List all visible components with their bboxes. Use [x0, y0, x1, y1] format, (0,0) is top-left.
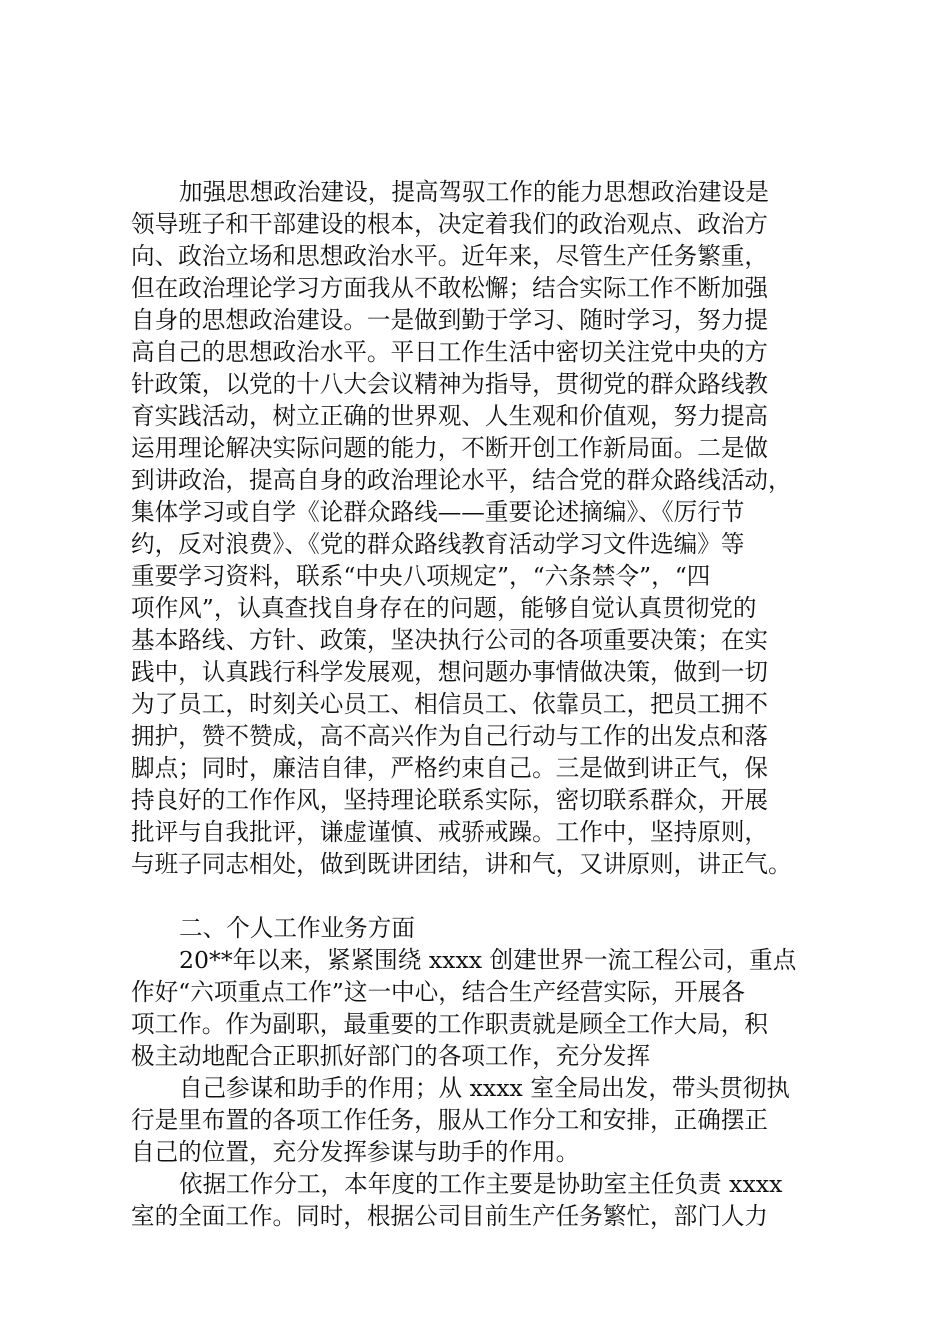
text-line: 项作风”，认真查找自身存在的问题，能够自觉认真贯彻党的 [131, 594, 757, 622]
text-line: 领导班子和干部建设的根本，决定着我们的政治观点、政治方 [131, 210, 769, 238]
text-line: 作好“六项重点工作”这一中心，结合生产经营实际，开展各 [131, 978, 745, 1006]
text-line: 脚点；同时，廉洁自律，严格约束自己。三是做到讲正气，保 [131, 754, 769, 782]
text-line: 但在政治理论学习方面我从不敢松懈；结合实际工作不断加强 [131, 274, 769, 302]
text-line: 自己参谋和助手的作用；从 xxxx 室全局出发，带头贯彻执 [179, 1074, 790, 1102]
text-line: 与班子同志相处，做到既讲团结，讲和气，又讲原则，讲正气。 [131, 850, 792, 878]
text-line: 到讲政治，提高自身的政治理论水平，结合党的群众路线活动， [131, 466, 792, 494]
text-line: 行是里布置的各项工作任务，服从工作分工和安排，正确摆正 [131, 1106, 769, 1134]
text-line: 重要学习资料，联系“中央八项规定”，“六条禁令”，“四 [131, 562, 711, 590]
text-line: 运用理论解决实际问题的能力，不断开创工作新局面。二是做 [131, 434, 769, 462]
text-line: 20**年以来，紧紧围绕 xxxx 创建世界一流工程公司，重点 [179, 946, 797, 974]
text-line: 极主动地配合正职抓好部门的各项工作，充分发挥 [131, 1042, 651, 1070]
text-line: 加强思想政治建设，提高驾驭工作的能力思想政治建设是 [179, 178, 769, 206]
section-heading: 二、个人工作业务方面 [179, 914, 415, 942]
text-line: 高自己的思想政治水平。平日工作生活中密切关注党中央的方 [131, 338, 769, 366]
text-line: 约，反对浪费》、《党的群众路线教育活动学习文件选编》等 [131, 530, 745, 558]
text-line: 向、政治立场和思想政治水平。近年来，尽管生产任务繁重， [131, 242, 769, 270]
text-line: 自己的位置，充分发挥参谋与助手的作用。 [131, 1138, 580, 1166]
text-line: 拥护，赞不赞成，高不高兴作为自己行动与工作的出发点和落 [131, 722, 769, 750]
text-line: 依据工作分工，本年度的工作主要是协助室主任负责 xxxx [179, 1170, 783, 1198]
text-line: 集体学习或自学《论群众路线——重要论述摘编》、《厉行节 [131, 498, 745, 526]
text-line: 自身的思想政治建设。一是做到勤于学习、随时学习，努力提 [131, 306, 769, 334]
text-line: 育实践活动，树立正确的世界观、人生观和价值观，努力提高 [131, 402, 769, 430]
text-line: 针政策，以党的十八大会议精神为指导，贯彻党的群众路线教 [131, 370, 769, 398]
text-line: 室的全面工作。同时，根据公司目前生产任务繁忙，部门人力 [131, 1202, 769, 1230]
text-line: 项工作。作为副职，最重要的工作职责就是顾全工作大局，积 [131, 1010, 769, 1038]
text-line: 为了员工，时刻关心员工、相信员工、依靠员工，把员工拥不 [131, 690, 769, 718]
text-line: 批评与自我批评，谦虚谨慎、戒骄戒躁。工作中，坚持原则， [131, 818, 769, 846]
text-line: 持良好的工作作风，坚持理论联系实际，密切联系群众，开展 [131, 786, 769, 814]
text-line: 基本路线、方针、政策，坚决执行公司的各项重要决策；在实 [131, 626, 769, 654]
text-line: 践中，认真践行科学发展观，想问题办事情做决策，做到一切 [131, 658, 769, 686]
